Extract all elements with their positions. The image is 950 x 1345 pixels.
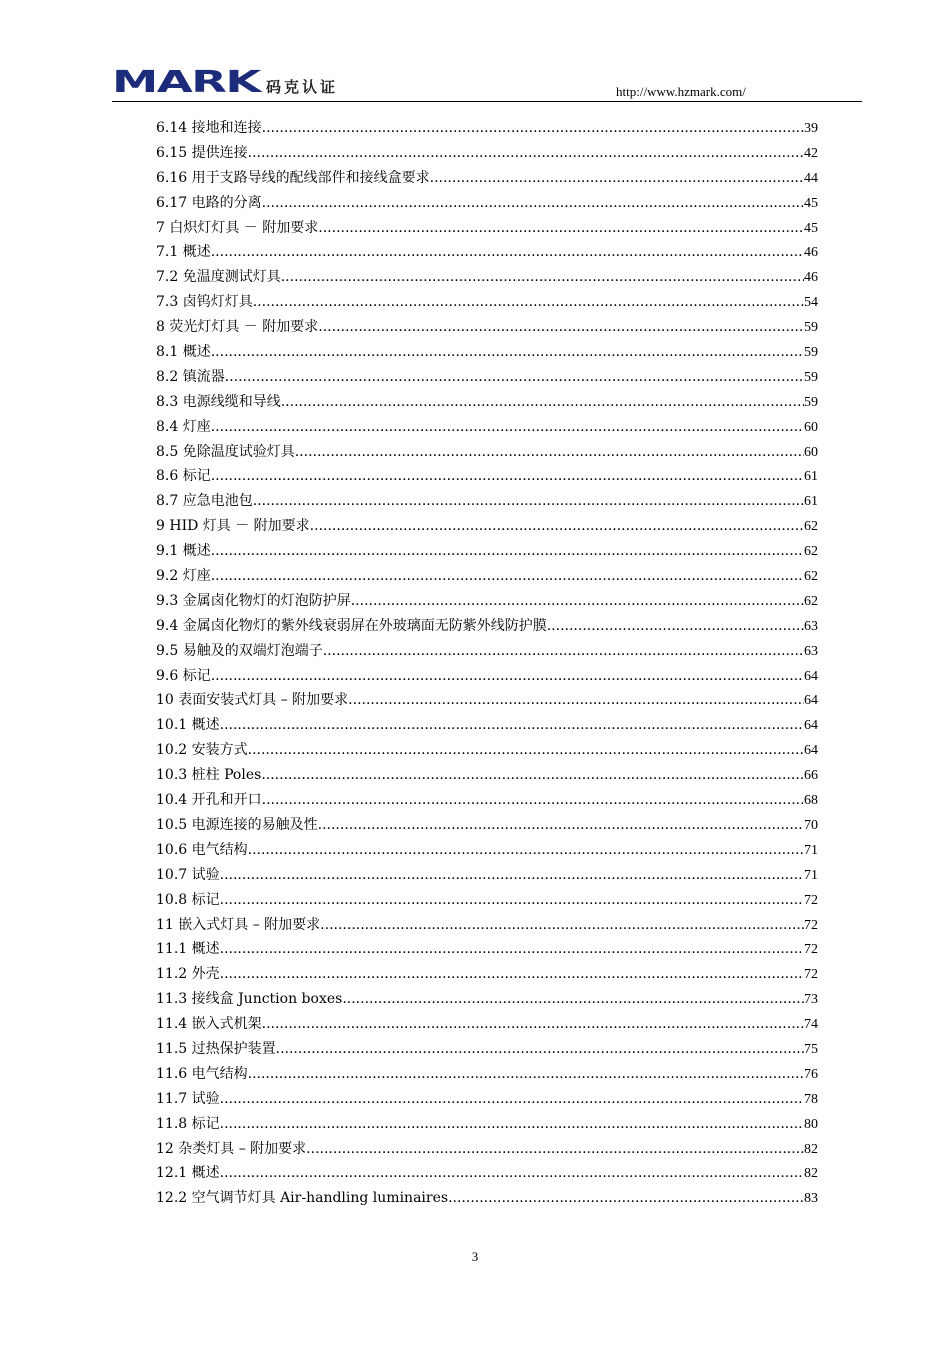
toc-dot-leader: [262, 788, 804, 813]
toc-entry[interactable]: [156, 1012, 818, 1037]
toc-dot-leader: [211, 664, 804, 689]
toc-entry[interactable]: [156, 838, 818, 863]
toc-dot-leader: [211, 415, 804, 440]
header-divider: [112, 101, 862, 102]
toc-entry-title: 10.5 电源连接的易触及性: [156, 816, 318, 833]
toc-entry-title: 10.2 安装方式: [156, 742, 248, 759]
logo-chinese-text: 码克认证: [266, 78, 339, 96]
toc-dot-leader: [318, 216, 804, 241]
toc-dot-leader: [248, 1062, 804, 1087]
toc-entry[interactable]: [156, 589, 818, 614]
mark-logo: [112, 65, 339, 100]
toc-entry-title: 8.4 灯座: [156, 418, 211, 435]
toc-entry[interactable]: [156, 340, 818, 365]
toc-entry-title: 6.14 接地和连接: [156, 120, 262, 136]
toc-entry[interactable]: [156, 1062, 818, 1087]
toc-entry-title: 10 表面安装式灯具 – 附加要求: [156, 692, 349, 709]
toc-entry-title: 9.2 灯座: [156, 568, 211, 585]
toc-entry-page: 46: [804, 245, 818, 261]
toc-dot-leader: [211, 240, 804, 265]
toc-entry[interactable]: [156, 514, 818, 539]
toc-entry[interactable]: [156, 1087, 818, 1112]
toc-entry[interactable]: [156, 539, 818, 564]
toc-entry[interactable]: [156, 664, 818, 689]
toc-entry-page: 72: [804, 892, 818, 908]
table-of-contents: [156, 116, 818, 1211]
toc-entry-title: 11.3 接线盒 Junction boxes: [156, 991, 343, 1008]
toc-dot-leader: [281, 390, 804, 415]
toc-entry[interactable]: [156, 365, 818, 390]
toc-entry[interactable]: [156, 987, 818, 1012]
toc-entry-title: 8.2 镇流器: [156, 368, 225, 385]
toc-entry-page: 82: [804, 1166, 818, 1182]
toc-entry[interactable]: [156, 688, 818, 713]
toc-dot-leader: [276, 1037, 804, 1062]
toc-dot-leader: [220, 888, 804, 913]
toc-entry[interactable]: [156, 813, 818, 838]
toc-entry[interactable]: [156, 390, 818, 415]
toc-entry[interactable]: [156, 116, 818, 141]
toc-entry-page: 39: [804, 121, 818, 136]
toc-entry-page: 73: [804, 992, 818, 1008]
toc-dot-leader: [448, 1186, 804, 1211]
toc-entry-title: 9.3 金属卤化物灯的灯泡防护屏: [156, 592, 351, 609]
toc-entry[interactable]: [156, 216, 818, 241]
toc-entry-title: 12.2 空气调节灯具 Air-handling luminaires: [156, 1190, 449, 1207]
toc-entry-title: 11.2 外壳: [156, 966, 220, 983]
toc-entry-title: 11.5 过热保护装置: [156, 1040, 276, 1057]
toc-entry-title: 8.7 应急电池包: [156, 493, 253, 510]
toc-entry-title: 7.3 卤钨灯灯具: [156, 294, 253, 311]
toc-entry-page: 83: [804, 1191, 818, 1207]
toc-entry-title: 8.5 免除温度试验灯具: [156, 443, 295, 460]
toc-entry-page: 45: [804, 195, 818, 211]
toc-entry-page: 72: [804, 967, 818, 983]
toc-dot-leader: [211, 464, 804, 489]
toc-entry-page: 54: [804, 295, 818, 311]
toc-entry[interactable]: [156, 191, 818, 216]
toc-entry-title: 9.5 易触及的双端灯泡端子: [156, 642, 323, 659]
toc-dot-leader: [262, 191, 804, 216]
toc-dot-leader: [225, 365, 804, 390]
toc-entry-page: 78: [804, 1091, 818, 1107]
toc-entry-page: 74: [804, 1017, 818, 1033]
toc-dot-leader: [220, 863, 804, 888]
toc-entry-page: 59: [804, 345, 818, 361]
toc-dot-leader: [320, 913, 804, 938]
toc-entry[interactable]: [156, 713, 818, 738]
toc-entry-page: 59: [804, 320, 818, 336]
toc-entry-title: 10.3 桩柱 Poles: [156, 767, 262, 784]
toc-dot-leader: [253, 290, 804, 315]
toc-dot-leader: [262, 116, 804, 141]
toc-dot-leader: [248, 141, 804, 166]
toc-entry-page: 64: [804, 668, 818, 684]
toc-entry-page: 63: [804, 643, 818, 659]
toc-dot-leader: [348, 688, 804, 713]
toc-entry[interactable]: [156, 639, 818, 664]
toc-dot-leader: [430, 166, 804, 191]
toc-dot-leader: [248, 838, 804, 863]
toc-dot-leader: [281, 265, 804, 290]
toc-entry-title: 11.7 试验: [156, 1090, 220, 1107]
toc-entry-page: 68: [804, 793, 818, 809]
toc-entry[interactable]: [156, 1161, 818, 1186]
page-header: [112, 64, 862, 102]
toc-entry-page: 80: [804, 1116, 818, 1132]
toc-entry-page: 82: [804, 1141, 818, 1157]
toc-entry-title: 8.1 概述: [156, 344, 211, 361]
toc-entry-title: 9.6 标记: [156, 667, 211, 684]
toc-dot-leader: [248, 738, 804, 763]
toc-entry-page: 62: [804, 569, 818, 585]
toc-entry-title: 7.2 免温度测试灯具: [156, 269, 281, 286]
toc-entry-title: 10.6 电气结构: [156, 841, 248, 858]
toc-dot-leader: [318, 315, 804, 340]
toc-dot-leader: [261, 763, 804, 788]
toc-dot-leader: [211, 564, 804, 589]
toc-entry[interactable]: [156, 763, 818, 788]
toc-entry[interactable]: [156, 937, 818, 962]
toc-entry-title: 9 HID 灯具 － 附加要求: [156, 518, 310, 535]
toc-entry-page: 61: [804, 469, 818, 485]
toc-entry[interactable]: [156, 614, 818, 639]
header-url[interactable]: http://www.hzmark.com/: [616, 84, 746, 99]
toc-entry-page: 63: [804, 618, 818, 634]
toc-entry[interactable]: [156, 788, 818, 813]
toc-dot-leader: [253, 489, 804, 514]
toc-dot-leader: [211, 340, 804, 365]
toc-entry-page: 75: [804, 1041, 818, 1057]
toc-dot-leader: [220, 1161, 804, 1186]
toc-entry-title: 11.4 嵌入式机架: [156, 1016, 262, 1033]
toc-dot-leader: [220, 713, 804, 738]
toc-entry-page: 42: [804, 145, 818, 161]
toc-entry[interactable]: [156, 166, 818, 191]
toc-entry-page: 59: [804, 369, 818, 385]
toc-entry-title: 9.1 概述: [156, 543, 211, 560]
toc-entry[interactable]: [156, 1137, 818, 1162]
toc-entry[interactable]: [156, 489, 818, 514]
toc-entry-page: 61: [804, 494, 818, 510]
toc-entry-page: 46: [804, 270, 818, 286]
toc-entry-page: 64: [804, 718, 818, 734]
toc-entry-page: 44: [804, 170, 818, 186]
toc-entry-page: 59: [804, 394, 818, 410]
toc-entry[interactable]: [156, 863, 818, 888]
toc-entry-page: 60: [804, 444, 818, 460]
toc-dot-leader: [318, 813, 804, 838]
toc-entry-title: 8 荧光灯灯具 － 附加要求: [156, 319, 319, 336]
toc-dot-leader: [547, 614, 804, 639]
toc-entry-title: 10.8 标记: [156, 891, 220, 908]
toc-entry-title: 11.8 标记: [156, 1115, 220, 1132]
toc-entry[interactable]: [156, 240, 818, 265]
toc-entry-title: 10.4 开孔和开口: [156, 792, 262, 809]
toc-entry-page: 62: [804, 519, 818, 535]
toc-dot-leader: [306, 1137, 804, 1162]
toc-entry-title: 8.6 标记: [156, 468, 211, 485]
toc-entry-page: 64: [804, 743, 818, 759]
toc-dot-leader: [310, 514, 804, 539]
toc-entry-page: 62: [804, 544, 818, 560]
toc-dot-leader: [220, 1087, 804, 1112]
toc-entry-title: 6.16 用于支路导线的配线部件和接线盒要求: [156, 169, 430, 186]
toc-entry[interactable]: [156, 440, 818, 465]
toc-dot-leader: [342, 987, 804, 1012]
toc-entry-page: 70: [804, 817, 818, 833]
toc-entry-page: 71: [804, 867, 818, 883]
toc-dot-leader: [220, 1112, 804, 1137]
toc-entry-title: 7 白炽灯灯具 － 附加要求: [156, 219, 319, 236]
toc-entry-title: 11 嵌入式灯具 – 附加要求: [156, 916, 321, 933]
toc-entry-page: 62: [804, 593, 818, 609]
toc-dot-leader: [220, 937, 804, 962]
toc-entry-page: 64: [804, 693, 818, 709]
toc-entry[interactable]: [156, 265, 818, 290]
toc-entry-title: 12.1 概述: [156, 1165, 220, 1182]
toc-entry-page: 76: [804, 1066, 818, 1082]
toc-entry-title: 10.1 概述: [156, 717, 220, 734]
toc-entry-page: 72: [804, 942, 818, 958]
toc-entry[interactable]: [156, 913, 818, 938]
toc-entry[interactable]: [156, 1037, 818, 1062]
toc-entry[interactable]: [156, 962, 818, 987]
logo-wordmark: MARK: [112, 65, 260, 100]
toc-dot-leader: [262, 1012, 804, 1037]
toc-dot-leader: [220, 962, 804, 987]
toc-entry-page: 60: [804, 419, 818, 435]
toc-entry-title: 7.1 概述: [156, 244, 211, 261]
toc-entry[interactable]: [156, 1112, 818, 1137]
toc-entry-page: 45: [804, 220, 818, 236]
toc-entry-title: 6.17 电路的分离: [156, 194, 262, 211]
toc-entry[interactable]: [156, 888, 818, 913]
toc-entry[interactable]: [156, 141, 818, 166]
toc-entry-title: 6.15 提供连接: [156, 144, 248, 161]
toc-entry[interactable]: [156, 415, 818, 440]
toc-entry-title: 8.3 电源线缆和导线: [156, 393, 281, 410]
toc-entry[interactable]: [156, 564, 818, 589]
toc-dot-leader: [295, 440, 804, 465]
toc-entry[interactable]: [156, 464, 818, 489]
toc-entry-page: 66: [804, 768, 818, 784]
toc-dot-leader: [351, 589, 804, 614]
toc-entry-page: 72: [804, 917, 818, 933]
toc-entry-title: 10.7 试验: [156, 866, 220, 883]
page-number: 3: [471, 1249, 479, 1264]
toc-entry-title: 12 杂类灯具 – 附加要求: [156, 1140, 307, 1157]
toc-dot-leader: [211, 539, 804, 564]
toc-entry[interactable]: [156, 315, 818, 340]
toc-entry[interactable]: [156, 1186, 818, 1211]
toc-entry-title: 9.4 金属卤化物灯的紫外线衰弱屏在外玻璃面无防紫外线防护膜: [156, 617, 547, 634]
toc-dot-leader: [323, 639, 804, 664]
toc-entry[interactable]: [156, 738, 818, 763]
toc-entry-title: 11.1 概述: [156, 941, 220, 958]
toc-entry-page: 71: [804, 842, 818, 858]
toc-entry-title: 11.6 电气结构: [156, 1065, 248, 1082]
toc-entry[interactable]: [156, 290, 818, 315]
